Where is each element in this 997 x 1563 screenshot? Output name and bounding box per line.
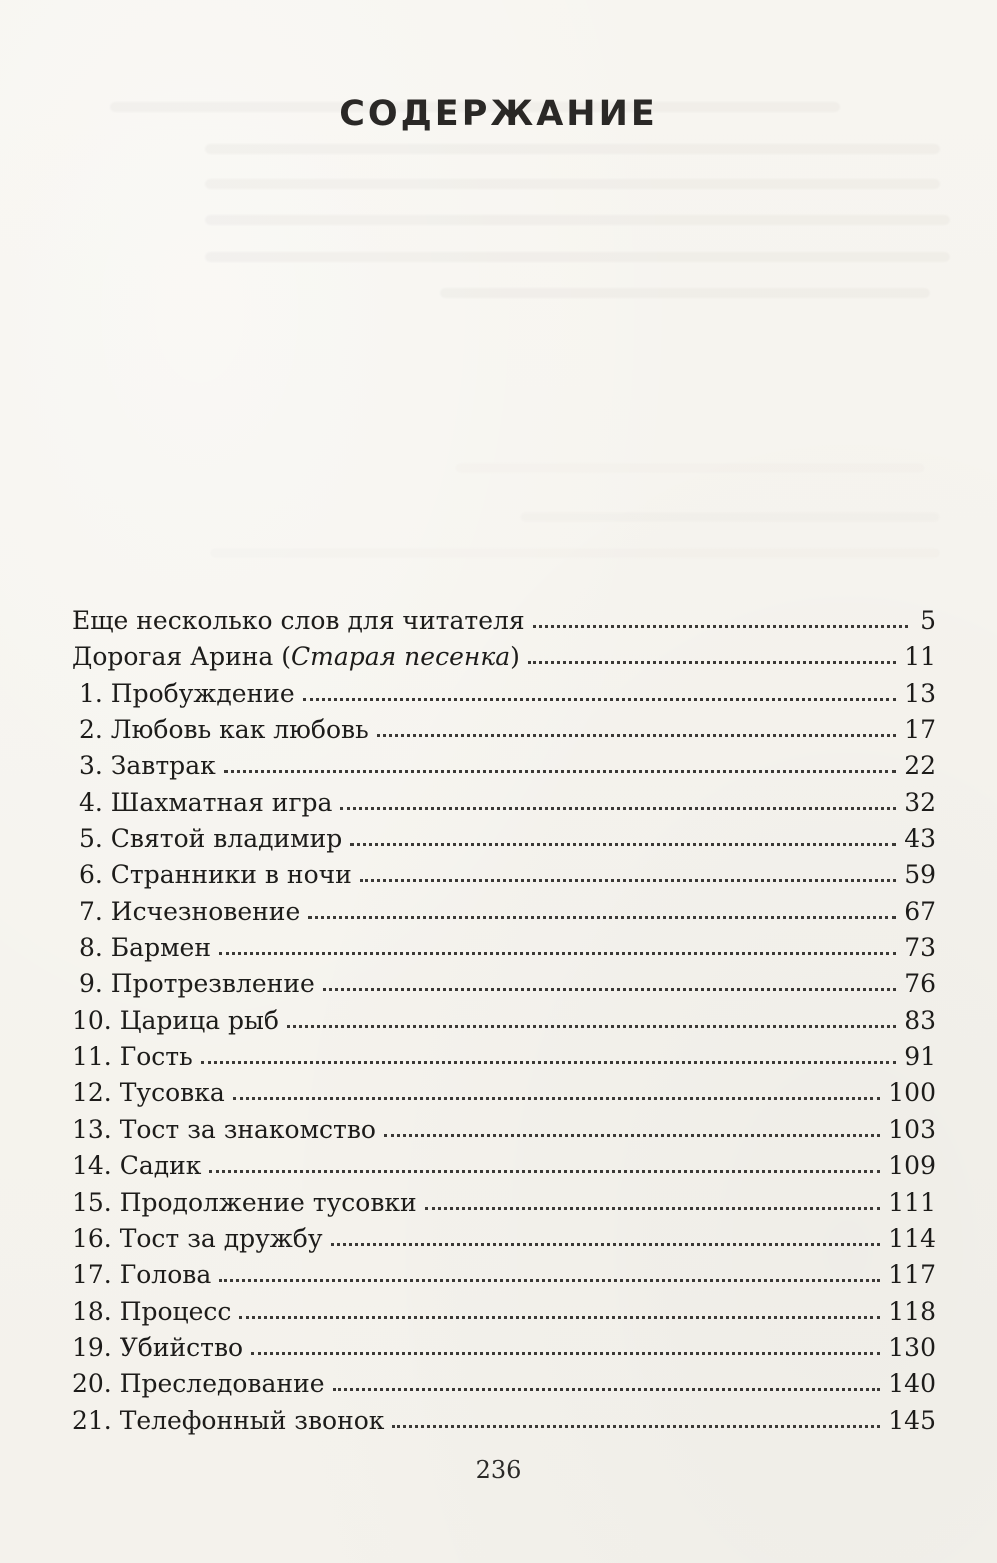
- toc-entry-title: 7. Исчезновение: [79, 896, 301, 926]
- toc-entry-page: 32: [904, 787, 936, 817]
- toc-entry-page: 11: [904, 642, 936, 672]
- show-through-text: [0, 0, 997, 600]
- dot-leader: [425, 1207, 881, 1210]
- page-title: СОДЕРЖАНИЕ: [339, 94, 658, 134]
- dot-leader: [360, 879, 896, 882]
- toc-entry: [72, 821, 936, 857]
- toc-entry-page: 83: [904, 1005, 936, 1035]
- toc-entry-page: 22: [904, 751, 936, 781]
- toc-entry-title: 2. Любовь как любовь: [79, 715, 369, 745]
- toc-entry-title-prefix: Дорогая Арина (: [72, 642, 292, 672]
- dot-leader: [340, 807, 896, 810]
- toc-entry: [72, 857, 936, 893]
- toc-entry-page: 13: [904, 678, 936, 708]
- toc-entry-title: 20. Преследование: [72, 1369, 325, 1399]
- dot-leader: [219, 952, 896, 955]
- toc-entry-title: [72, 639, 520, 675]
- dot-leader: [392, 1425, 880, 1428]
- dot-leader: [350, 843, 896, 846]
- dot-leader: [239, 1316, 880, 1319]
- toc-entry-page: 59: [904, 860, 936, 890]
- toc-entry-title: 10. Царица рыб: [72, 1005, 279, 1035]
- dot-leader: [201, 1061, 896, 1064]
- toc-entry-page: 145: [888, 1405, 936, 1435]
- dot-leader: [377, 734, 896, 737]
- toc-entry: [72, 1075, 936, 1111]
- toc-entry-page: 109: [888, 1151, 936, 1181]
- toc-entry-page: 67: [904, 896, 936, 926]
- dot-leader: [323, 988, 896, 991]
- toc-entry-title: 12. Тусовка: [72, 1078, 225, 1108]
- dot-leader: [528, 661, 896, 664]
- toc-entry-title: Еще несколько слов для читателя: [72, 606, 525, 635]
- toc-entry-page: 118: [888, 1296, 936, 1326]
- dot-leader: [224, 770, 896, 773]
- toc-entry: [72, 712, 936, 748]
- dot-leader: [209, 1170, 880, 1173]
- toc-entry-page: 76: [904, 969, 936, 999]
- toc-entry-page: 5: [920, 606, 936, 635]
- toc-entry-page: 111: [888, 1187, 936, 1217]
- page-number: 236: [475, 1456, 522, 1484]
- dot-leader: [533, 625, 908, 628]
- toc-entry-title: 13. Тост за знакомство: [72, 1114, 376, 1144]
- dot-leader: [233, 1097, 881, 1100]
- toc-entry-title: 15. Продолжение тусовки: [72, 1187, 417, 1217]
- toc-entry-title-italic: Старая песенка: [291, 642, 511, 672]
- toc-entry: [72, 1221, 936, 1257]
- toc-entry-page: 91: [904, 1042, 936, 1072]
- toc-entry-title: 16. Тост за дружбу: [72, 1223, 323, 1253]
- toc-entry-title: 9. Протрезвление: [79, 969, 315, 999]
- toc-entry-page: 17: [904, 715, 936, 745]
- toc-entry-page: 43: [904, 824, 936, 854]
- toc-entry: [72, 930, 936, 966]
- dot-leader: [219, 1279, 880, 1282]
- toc-entry-title: 17. Голова: [72, 1260, 212, 1290]
- toc-entry-page: 73: [904, 933, 936, 963]
- dot-leader: [308, 916, 896, 919]
- toc-entry-page: 130: [888, 1332, 936, 1362]
- toc-entry-title: 19. Убийство: [72, 1332, 244, 1362]
- toc-entry: [72, 748, 936, 784]
- toc-entry-title: 5. Святой владимир: [79, 824, 343, 854]
- toc-entry-title: 6. Странники в ночи: [79, 860, 352, 890]
- toc-entry-page: 114: [888, 1223, 936, 1253]
- dot-leader: [251, 1352, 880, 1355]
- dot-leader: [303, 698, 896, 701]
- toc-entry: [72, 1330, 936, 1366]
- toc-entry: [72, 639, 936, 675]
- toc-entry-title: 21. Телефонный звонок: [72, 1405, 385, 1435]
- toc-entry: [72, 1112, 936, 1148]
- toc-entry: [72, 1366, 936, 1402]
- dot-leader: [333, 1388, 881, 1391]
- toc-entry: [72, 1403, 936, 1439]
- toc-entry-title: 3. Завтрак: [79, 751, 216, 781]
- toc-entry-page: 103: [888, 1114, 936, 1144]
- toc-entry: [72, 785, 936, 821]
- toc-entry: [72, 603, 936, 639]
- toc-entry: [72, 1257, 936, 1293]
- toc-entry: [72, 676, 936, 712]
- toc-entry-title: 18. Процесс: [72, 1296, 232, 1326]
- toc-entry: [72, 1148, 936, 1184]
- table-of-contents: [72, 603, 936, 1439]
- dot-leader: [384, 1134, 880, 1137]
- toc-entry-title: 1. Пробуждение: [79, 678, 295, 708]
- toc-entry-page: 117: [888, 1260, 936, 1290]
- toc-entry: [72, 966, 936, 1002]
- toc-entry-title: 14. Садик: [72, 1151, 202, 1181]
- toc-entry: [72, 894, 936, 930]
- toc-entry-page: 140: [888, 1369, 936, 1399]
- dot-leader: [331, 1243, 881, 1246]
- toc-entry: [72, 1003, 936, 1039]
- toc-entry-title: 8. Бармен: [79, 933, 211, 963]
- toc-entry: [72, 1039, 936, 1075]
- toc-entry-title: 4. Шахматная игра: [79, 787, 333, 817]
- toc-entry-title: 11. Гость: [72, 1042, 193, 1072]
- dot-leader: [287, 1025, 896, 1028]
- toc-entry: [72, 1294, 936, 1330]
- toc-entry-page: 100: [888, 1078, 936, 1108]
- toc-entry-title-suffix: ): [510, 642, 520, 672]
- toc-entry: [72, 1185, 936, 1221]
